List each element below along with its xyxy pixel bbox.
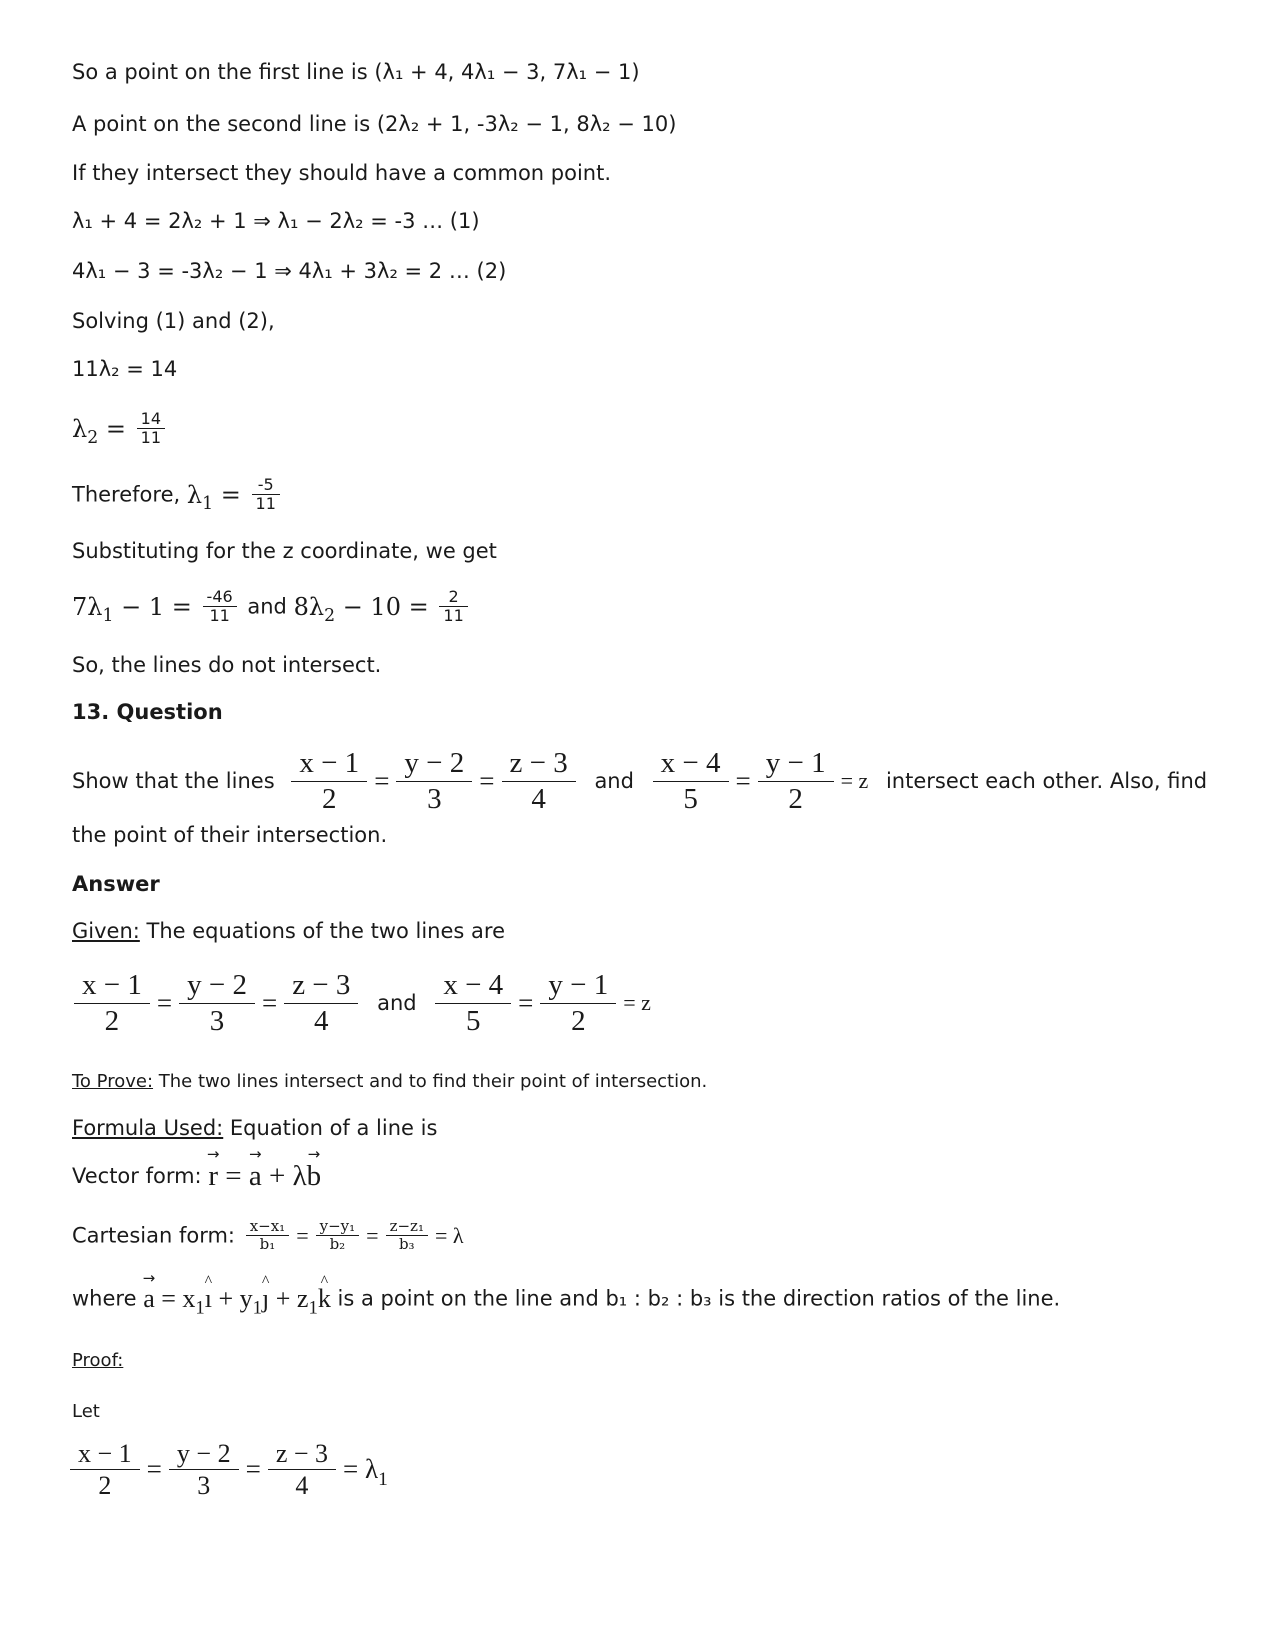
and-text: and [247,594,287,619]
to-prove-line [72,1073,707,1091]
lambda1-value: Therefore, $\lambda_1$ = $\frac{-5}{11}$ [72,476,284,514]
equation-2: 4λ₁ − 3 = -3λ₂ − 1 ⇒ 4λ₁ + 3λ₂ = 2 … (2) [72,259,507,283]
fraction-denominator: b₂ [329,1235,346,1254]
equals-z: = z [623,990,651,1016]
fraction-numerator: y − 2 [396,746,472,782]
question-fraction-x4 [653,746,729,817]
fraction-numerator: x−x₁ [246,1218,290,1236]
given-fraction-y1 [540,968,616,1039]
given-line [72,921,505,942]
to-prove-text: The two lines intersect and to find their point of intersection. [153,1071,708,1092]
equals-z: = z [840,768,869,794]
question-prefix: Show that the lines [72,768,275,793]
fraction-numerator: z − 3 [502,746,576,782]
fraction-numerator: z − 3 [284,968,358,1004]
second-line-point: A point on the second line is (2λ₂ + 1, -3λ₂ − 1, 8λ₂ − 10) [72,112,677,136]
fraction-denominator: 3 [427,782,442,815]
cartesian-fraction-x [246,1218,290,1254]
therefore-text: Therefore, [72,482,181,507]
not-intersect-text: So, the lines do not intersect. [72,653,382,677]
cartesian-fraction-y [316,1218,360,1254]
solving-text: Solving (1) and (2), [72,309,275,333]
fraction-numerator: z − 3 [268,1438,336,1470]
fraction-numerator: y − 2 [169,1438,239,1470]
question-statement: Show that the lines $\frac{x - 1}{2}$ = $\frac{y - 2}{3}$ = $\frac{z - 3}{4}$ and $\frac{x - 4}{5}$ = $\frac{y - 1}{2}$ = z intersect each other. Also, find [72,747,1208,815]
fraction-denominator: 2 [322,782,337,815]
z2-fraction [439,588,467,626]
common-point-text: If they intersect they should have a common point. [72,161,612,185]
given-fraction-z3 [284,968,358,1039]
and-text: and [594,768,634,793]
formula-label: Formula Used: [72,1116,224,1140]
question-fraction-z3 [502,746,576,817]
final-fraction-y [169,1438,239,1501]
fraction-denominator: 5 [683,782,698,815]
fraction-denominator: 2 [104,1004,120,1037]
question-fraction-y2 [396,746,472,817]
where-text: where [72,1286,137,1311]
fraction-numerator: x − 4 [435,968,511,1004]
lambda2-value: $\lambda_2$ = $\frac{14}{11}$ [72,410,169,448]
first-line-point: So a point on the first line is (λ₁ + 4, 4λ₁ − 3, 7λ₁ − 1) [72,60,640,84]
and-text: and [377,990,417,1015]
where-line [72,1284,1061,1319]
fraction-denominator: 4 [314,1004,329,1037]
question-heading: 13. Question [72,700,223,724]
fraction-denominator: 4 [295,1471,309,1501]
vector-form-label: Vector form: [72,1164,202,1188]
fraction-denominator: 2 [98,1471,112,1501]
given-fraction-x1 [74,968,150,1039]
cartesian-form-line: Cartesian form: $\frac{\text{x−x₁}}{\text{b₁}}$ = $\frac{\text{y−y₁}}{\text{b₂}}$ = $\frac{\text{z−z₁}}{\text{b₃}}$ = λ [72,1217,464,1254]
fraction-denominator: b₁ [259,1235,276,1254]
z1-fraction [203,588,237,626]
fraction-denominator: 11 [209,606,230,626]
given-fraction-y2 [179,968,255,1039]
lambda2-fraction [137,410,165,448]
equation-1: λ₁ + 4 = 2λ₂ + 1 ⇒ λ₁ − 2λ₂ = -3 … (1) [72,209,480,233]
fraction-numerator: -46 [203,588,237,607]
final-fraction-x [70,1438,140,1501]
fraction-denominator: 2 [571,1004,586,1037]
fraction-numerator: y−y₁ [316,1218,360,1236]
fraction-numerator: z−z₁ [386,1218,428,1236]
final-fraction-z [268,1438,336,1501]
vector-form-line [72,1162,321,1191]
proof-label: Proof: [72,1350,124,1371]
cartesian-form-label: Cartesian form: [72,1223,235,1248]
substituting-text: Substituting for the z coordinate, we get [72,539,497,563]
fraction-numerator: x − 1 [291,746,367,782]
fraction-numerator: x − 1 [70,1438,140,1470]
given-text: The equations of the two lines are [139,919,505,943]
fraction-denominator: 2 [788,782,803,815]
z-coordinate-values: $7\lambda_1 - 1$ = $\frac{-46}{11}$ and $8\lambda_2 - 10$ = $\frac{2}{11}$ [72,588,472,626]
fraction-numerator: 2 [439,588,467,607]
given-fraction-x4 [435,968,511,1039]
question-line-2: the point of their intersection. [72,823,388,847]
given-label: Given: [72,919,140,943]
fraction-numerator: y − 1 [540,968,616,1004]
question-suffix: intersect each other. Also, find [885,768,1208,793]
where-suffix: is a point on the line and b₁ : b₂ : b₃ is the direction ratios of the line. [337,1286,1061,1311]
fraction-denominator: b₃ [398,1235,415,1254]
position-vector: → $a = x_1\^{}$ ı + $y_1\^{}$ ȷ + $z_1\^{}$ k [143,1284,331,1313]
let-text: Let [72,1401,100,1422]
fraction-numerator: x − 4 [653,746,729,782]
fraction-denominator: 11 [255,494,276,514]
formula-text: Equation of a line is [223,1116,438,1140]
answer-heading: Answer [72,872,160,896]
question-fraction-y1 [758,746,834,817]
fraction-denominator: 3 [209,1004,225,1037]
lambda1-fraction [252,476,280,514]
fraction-numerator: 14 [137,410,165,429]
formula-line [72,1118,437,1139]
fraction-numerator: x − 1 [74,968,150,1004]
final-equation: $\frac{x - 1}{2}$ = $\frac{y - 2}{3}$ = $\frac{z - 3}{4}$ = $\lambda_1$ [66,1438,391,1501]
to-prove-label: To Prove: [72,1071,154,1092]
fraction-denominator: 4 [531,782,546,815]
fraction-numerator: y − 1 [758,746,834,782]
question-fraction-x1 [291,746,367,817]
given-equations: $\frac{x - 1}{2}$ = $\frac{y - 2}{3}$ = $\frac{z - 3}{4}$ and $\frac{x - 4}{5}$ = $\frac{y - 1}{2}$ = z [70,968,654,1039]
cartesian-fraction-z [386,1218,428,1254]
fraction-numerator: y − 2 [179,968,255,1004]
fraction-denominator: 11 [443,606,464,626]
fraction-denominator: 5 [465,1004,481,1037]
fraction-denominator: 11 [140,428,162,448]
fraction-numerator: -5 [252,476,280,495]
fraction-denominator: 3 [197,1471,211,1501]
eleven-lambda2: 11λ₂ = 14 [72,357,178,381]
vector-equation: → r = → a + λ→ b [208,1160,321,1192]
